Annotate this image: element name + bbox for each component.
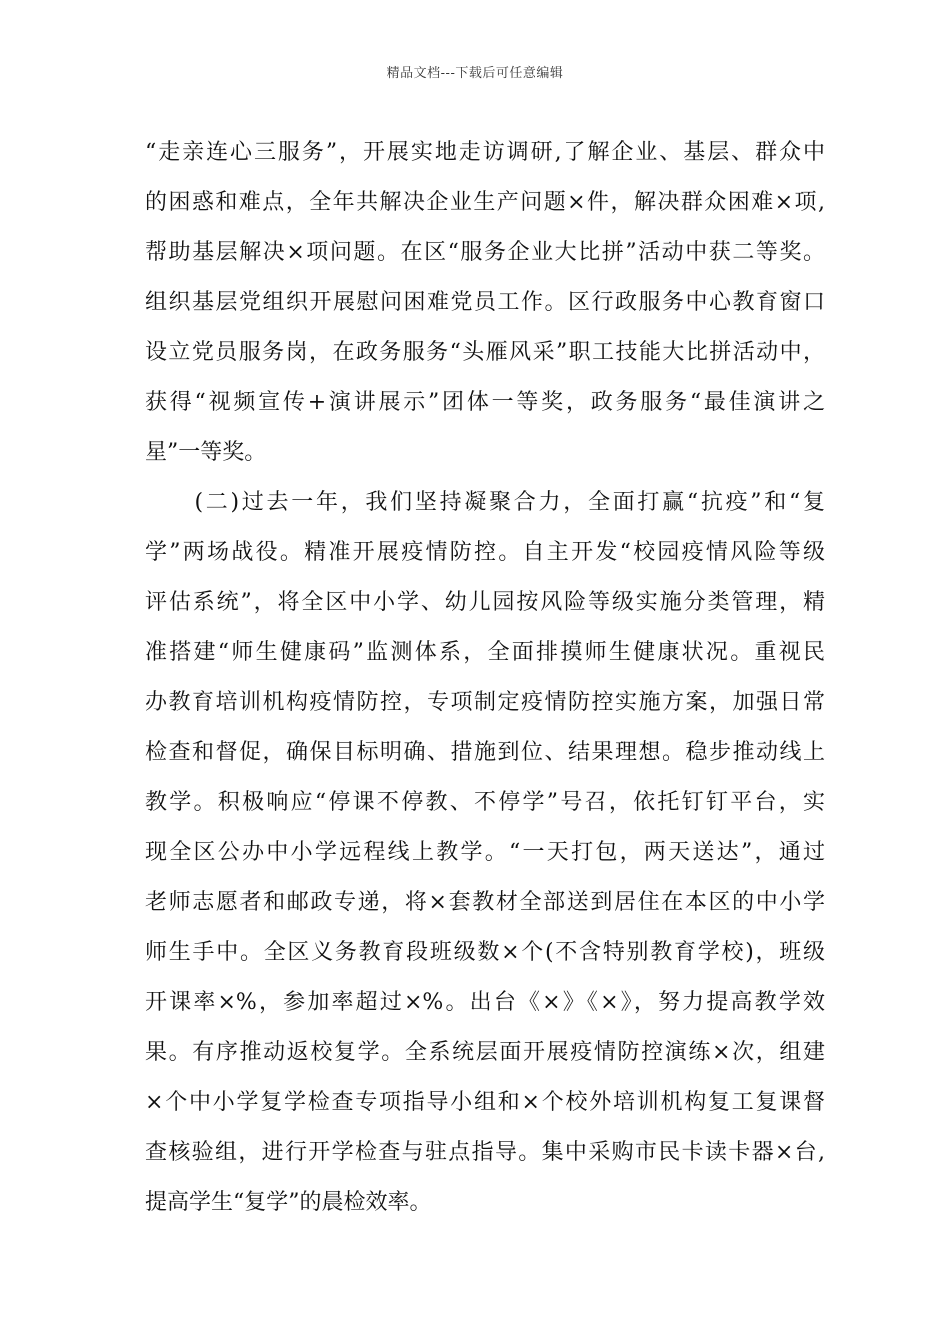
- document-body: [145, 128, 825, 1228]
- text-line: 学”两场战役。精准开展疫情防控。自主开发“校园疫情风险等级: [145, 540, 825, 565]
- text-line: 老师志愿者和邮政专递，将×套教材全部送到居住在本区的中小学: [145, 890, 825, 915]
- text-line: 查核验组，进行开学检查与驻点指导。集中采购市民卡读卡器×台,: [145, 1140, 825, 1165]
- text-line: 评估系统”，将全区中小学、幼儿园按风险等级实施分类管理，精: [145, 590, 825, 615]
- text-line: 准搭建“师生健康码”监测体系，全面排摸师生健康状况。重视民: [145, 640, 825, 665]
- text-line: ×个中小学复学检查专项指导小组和×个校外培训机构复工复课督: [145, 1090, 825, 1115]
- text-line: 现全区公办中小学远程线上教学。“一天打包，两天送达”，通过: [145, 840, 825, 865]
- text-line: 教学。积极响应“停课不停教、不停学”号召，依托钉钉平台，实: [145, 790, 825, 815]
- text-line: 开课率×%，参加率超过×%。出台《×》《×》，努力提高教学效: [145, 990, 825, 1015]
- text-line: 帮助基层解决×项问题。在区“服务企业大比拼”活动中获二等奖。: [145, 240, 825, 265]
- text-line: 星”一等奖。: [145, 440, 267, 465]
- text-line: 组织基层党组织开展慰问困难党员工作。区行政服务中心教育窗口: [145, 290, 825, 315]
- text-line: “走亲连心三服务”，开展实地走访调研,了解企业、基层、群众中: [145, 140, 825, 165]
- text-line: 的困惑和难点，全年共解决企业生产问题×件，解决群众困难×项,: [145, 190, 825, 215]
- text-line: 获得“视频宣传+演讲展示”团体一等奖，政务服务“最佳演讲之: [145, 390, 825, 415]
- text-line: 师生手中。全区义务教育段班级数×个(不含特别教育学校)，班级: [145, 940, 825, 965]
- page-header: 精品文档---下载后可任意编辑: [386, 66, 564, 81]
- text-line: (二)过去一年，我们坚持凝聚合力，全面打赢“抗疫”和“复: [145, 490, 825, 515]
- text-line: 果。有序推动返校复学。全系统层面开展疫情防控演练×次，组建: [145, 1040, 825, 1065]
- text-line: 设立党员服务岗，在政务服务“头雁风采”职工技能大比拼活动中，: [145, 340, 825, 365]
- text-line: 办教育培训机构疫情防控，专项制定疫情防控实施方案，加强日常: [145, 690, 825, 715]
- text-line: 检查和督促，确保目标明确、措施到位、结果理想。稳步推动线上: [145, 740, 825, 765]
- text-line: 提高学生“复学”的晨检效率。: [145, 1190, 432, 1215]
